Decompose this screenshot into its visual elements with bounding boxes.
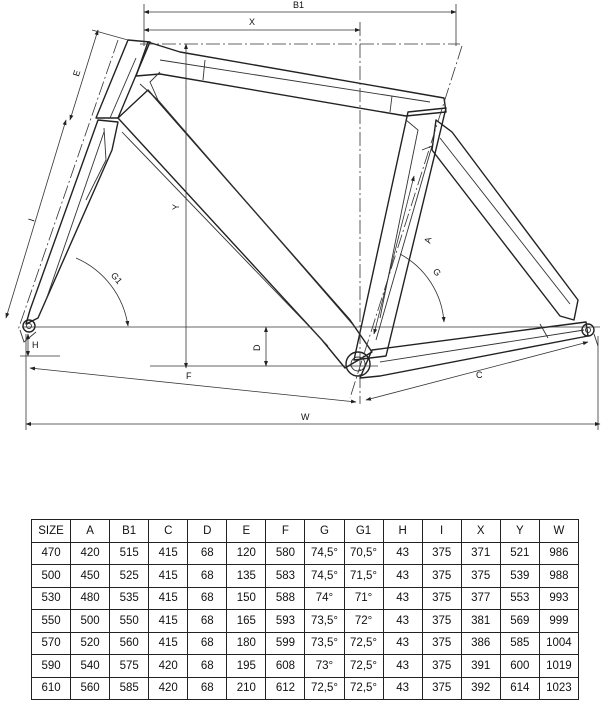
table-cell: 68 — [188, 542, 227, 565]
table-cell: 43 — [383, 677, 422, 700]
table-cell: 375 — [461, 565, 500, 588]
table-cell: 72,5° — [305, 677, 344, 700]
table-cell: 560 — [71, 677, 110, 700]
top-tube — [136, 42, 446, 116]
table-cell: 72,5° — [344, 677, 383, 700]
seat-stays — [432, 120, 578, 320]
table-cell: 521 — [500, 542, 539, 565]
header-e: E — [227, 520, 266, 543]
table-cell: 43 — [383, 632, 422, 655]
table-cell: 71,5° — [344, 565, 383, 588]
header-w: W — [539, 520, 578, 543]
table-cell: 999 — [539, 610, 578, 633]
header-g: G — [305, 520, 344, 543]
header-f: F — [266, 520, 305, 543]
label-e: E — [70, 68, 83, 78]
table-cell: 470 — [32, 542, 71, 565]
table-cell: 415 — [149, 632, 188, 655]
table-cell: 74,5° — [305, 565, 344, 588]
table-cell: 450 — [71, 565, 110, 588]
table-cell: 210 — [227, 677, 266, 700]
table-cell: 588 — [266, 587, 305, 610]
table-cell: 165 — [227, 610, 266, 633]
header-h: H — [383, 520, 422, 543]
header-a: A — [71, 520, 110, 543]
header-size: SIZE — [32, 520, 71, 543]
table-cell: 415 — [149, 587, 188, 610]
table-cell: 375 — [422, 677, 461, 700]
table-cell: 1019 — [539, 655, 578, 678]
table-row — [32, 655, 579, 678]
table-cell: 195 — [227, 655, 266, 678]
label-c: C — [476, 370, 483, 380]
table-cell: 415 — [149, 565, 188, 588]
table-header-row — [32, 520, 579, 543]
table-cell: 74° — [305, 587, 344, 610]
table-cell: 539 — [500, 565, 539, 588]
table-cell: 381 — [461, 610, 500, 633]
table-cell: 600 — [500, 655, 539, 678]
table-cell: 593 — [266, 610, 305, 633]
table-cell: 1004 — [539, 632, 578, 655]
head-tube — [96, 40, 150, 118]
table-cell: 375 — [422, 632, 461, 655]
table-cell: 583 — [266, 565, 305, 588]
table-cell: 520 — [71, 632, 110, 655]
table-row — [32, 677, 579, 700]
table-row — [32, 610, 579, 633]
header-g1: G1 — [344, 520, 383, 543]
table-cell: 391 — [461, 655, 500, 678]
label-i: I — [26, 217, 37, 223]
table-cell: 993 — [539, 587, 578, 610]
table-cell: 550 — [110, 610, 149, 633]
table-cell: 43 — [383, 655, 422, 678]
table-cell: 569 — [500, 610, 539, 633]
table-cell: 71° — [344, 587, 383, 610]
header-x: X — [461, 520, 500, 543]
table-cell: 72,5° — [344, 655, 383, 678]
table-cell: 575 — [110, 655, 149, 678]
table-cell: 480 — [71, 587, 110, 610]
table-cell: 553 — [500, 587, 539, 610]
table-cell: 375 — [422, 565, 461, 588]
table-cell: 68 — [188, 610, 227, 633]
table-cell: 70,5° — [344, 542, 383, 565]
header-c: C — [149, 520, 188, 543]
table-cell: 1023 — [539, 677, 578, 700]
table-cell: 525 — [110, 565, 149, 588]
table-cell: 570 — [32, 632, 71, 655]
table-cell: 43 — [383, 565, 422, 588]
table-cell: 386 — [461, 632, 500, 655]
table-cell: 120 — [227, 542, 266, 565]
table-cell: 585 — [110, 677, 149, 700]
table-cell: 43 — [383, 587, 422, 610]
table-cell: 608 — [266, 655, 305, 678]
table-cell: 68 — [188, 587, 227, 610]
table-cell: 599 — [266, 632, 305, 655]
label-w: W — [301, 412, 310, 422]
table-cell: 610 — [32, 677, 71, 700]
table-cell: 135 — [227, 565, 266, 588]
header-y: Y — [500, 520, 539, 543]
table-cell: 68 — [188, 655, 227, 678]
table-cell: 415 — [149, 610, 188, 633]
table-cell: 375 — [422, 610, 461, 633]
table-cell: 43 — [383, 610, 422, 633]
label-h: H — [32, 340, 39, 350]
table-cell: 68 — [188, 632, 227, 655]
table-body — [32, 542, 579, 700]
label-d: D — [252, 344, 262, 351]
table-cell: 420 — [149, 677, 188, 700]
table-cell: 74,5° — [305, 542, 344, 565]
table-cell: 72,5° — [344, 632, 383, 655]
table-cell: 540 — [71, 655, 110, 678]
table-cell: 420 — [149, 655, 188, 678]
table-cell: 535 — [110, 587, 149, 610]
table-cell: 375 — [422, 542, 461, 565]
table-cell: 68 — [188, 565, 227, 588]
table-cell: 530 — [32, 587, 71, 610]
table-cell: 73,5° — [305, 610, 344, 633]
table-row — [32, 542, 579, 565]
table-row — [32, 587, 579, 610]
label-g: G — [430, 266, 444, 279]
table-cell: 68 — [188, 677, 227, 700]
table-cell: 392 — [461, 677, 500, 700]
table-cell: 515 — [110, 542, 149, 565]
table-cell: 371 — [461, 542, 500, 565]
geometry-table — [31, 519, 579, 700]
label-x: X — [249, 17, 256, 27]
table-cell: 614 — [500, 677, 539, 700]
header-d: D — [188, 520, 227, 543]
label-f: F — [186, 371, 192, 381]
table-cell: 73,5° — [305, 632, 344, 655]
label-a: A — [422, 236, 434, 245]
table-cell: 500 — [71, 610, 110, 633]
label-b1: B1 — [293, 0, 305, 10]
table-cell: 500 — [32, 565, 71, 588]
table-cell: 415 — [149, 542, 188, 565]
table-row — [32, 565, 579, 588]
header-b1: B1 — [110, 520, 149, 543]
header-i: I — [422, 520, 461, 543]
table-cell: 375 — [422, 587, 461, 610]
down-tube — [118, 90, 372, 368]
table-cell: 550 — [32, 610, 71, 633]
table-cell: 43 — [383, 542, 422, 565]
table-cell: 986 — [539, 542, 578, 565]
table-cell: 580 — [266, 542, 305, 565]
table-cell: 72° — [344, 610, 383, 633]
table-cell: 420 — [71, 542, 110, 565]
table-cell: 590 — [32, 655, 71, 678]
table-cell: 560 — [110, 632, 149, 655]
table-cell: 73° — [305, 655, 344, 678]
table-cell: 375 — [422, 655, 461, 678]
table-cell: 180 — [227, 632, 266, 655]
label-g1: G1 — [108, 270, 125, 286]
table-cell: 988 — [539, 565, 578, 588]
table-cell: 612 — [266, 677, 305, 700]
label-y: Y — [171, 203, 181, 210]
table-cell: 377 — [461, 587, 500, 610]
fork — [26, 120, 118, 324]
table-row — [32, 632, 579, 655]
table-cell: 585 — [500, 632, 539, 655]
table-cell: 150 — [227, 587, 266, 610]
dimension-lines — [6, 4, 600, 430]
chain-stays — [360, 322, 588, 378]
